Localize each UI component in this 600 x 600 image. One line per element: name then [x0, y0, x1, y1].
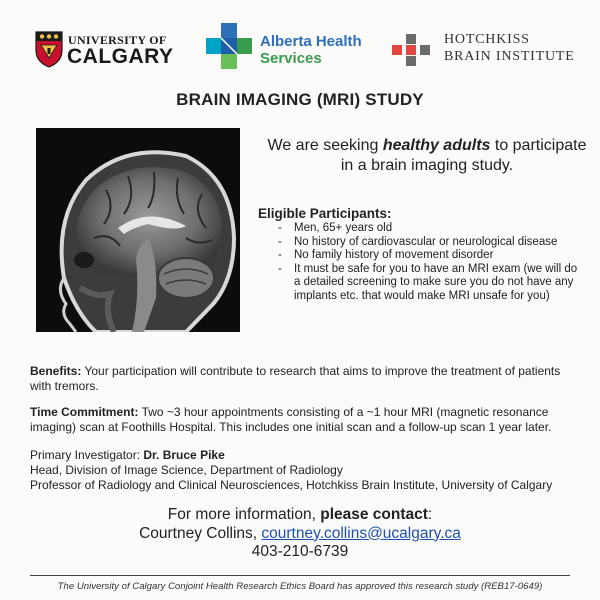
contact-person-line — [0, 525, 600, 544]
uc-logo-line1: UNIVERSITY OF — [68, 33, 167, 47]
hotchkiss-brain-institute-logo — [392, 32, 575, 68]
investigator-line3: Professor of Radiology and Clinical Neurosciences, Hotchkiss Brain Institute, University of Calgary — [30, 478, 553, 492]
investigator-prefix: Primary Investigator: — [30, 448, 144, 462]
investigator-block — [30, 448, 575, 493]
mri-brain-illustration — [36, 128, 240, 332]
uc-logo-line2: CALGARY — [67, 45, 174, 68]
eligibility-item: - No family history of movement disorder — [278, 249, 578, 263]
hbi-cross-icon — [392, 34, 432, 66]
contact-block — [0, 506, 600, 562]
university-of-calgary-logo — [34, 30, 174, 72]
recruitment-statement — [262, 136, 592, 176]
eligibility-item: - It must be safe for you to have an MRI exam (we will do a detailed screening to make sure you do not have any implants etc. that would make MRI unsafe for you) — [278, 263, 578, 304]
contact-lead-bold: please contact — [320, 506, 428, 523]
mri-brain-image — [36, 128, 240, 332]
investigator-line1 — [30, 448, 575, 463]
contact-lead-text: For more information, — [167, 506, 321, 523]
investigator-line2: Head, Division of Image Science, Department of Radiology — [30, 463, 343, 477]
ahs-logo-line2: Services — [260, 50, 322, 67]
eligibility-item: - Men, 65+ years old — [278, 222, 578, 236]
investigator-name: Dr. Bruce Pike — [143, 448, 225, 462]
ahs-logo-line1: Alberta Health — [260, 33, 362, 50]
time-commitment-text: Two ~3 hour appointments consisting of a ~1 hour MRI (magnetic resonance imaging) scan at Foothills Hospital. This includes one initial scan and a follow-up scan 1 year later. — [30, 405, 552, 434]
time-commitment-label: Time Commitment: — [30, 405, 139, 419]
seeking-emphasis: healthy adults — [382, 137, 491, 154]
contact-email-link[interactable]: courtney.collins@ucalgary.ca — [261, 524, 461, 542]
contact-name: Courtney Collins, — [139, 524, 262, 542]
contact-lead-end: : — [427, 506, 433, 523]
footer-divider — [30, 575, 570, 576]
eligibility-item: - No history of cardiovascular or neurological disease — [278, 236, 578, 250]
seeking-text-before: We are seeking — [267, 137, 383, 154]
time-commitment-paragraph — [30, 405, 575, 435]
seeking-text-after: to participate in a brain imaging study. — [340, 137, 587, 174]
contact-lead — [0, 506, 600, 525]
hbi-logo-line2: BRAIN INSTITUTE — [444, 49, 575, 64]
ahs-cross-icon — [206, 23, 252, 69]
eligibility-list — [278, 222, 578, 304]
benefits-text: Your participation will contribute to research that aims to improve the treatment of patients with tremors. — [30, 364, 561, 393]
eligible-participants-heading: Eligible Participants: — [258, 206, 392, 221]
hbi-logo-line1: HOTCHKISS — [444, 32, 530, 47]
uc-shield-icon — [34, 30, 64, 68]
page-title: BRAIN IMAGING (MRI) STUDY — [176, 90, 424, 109]
alberta-health-services-logo — [206, 23, 386, 69]
ethics-approval-footer: The University of Calgary Conjoint Health Research Ethics Board has approved this research study (REB17-0649) — [57, 581, 543, 592]
contact-phone: 403-210-6739 — [251, 543, 349, 560]
benefits-label: Benefits: — [30, 364, 82, 378]
benefits-paragraph — [30, 364, 575, 394]
